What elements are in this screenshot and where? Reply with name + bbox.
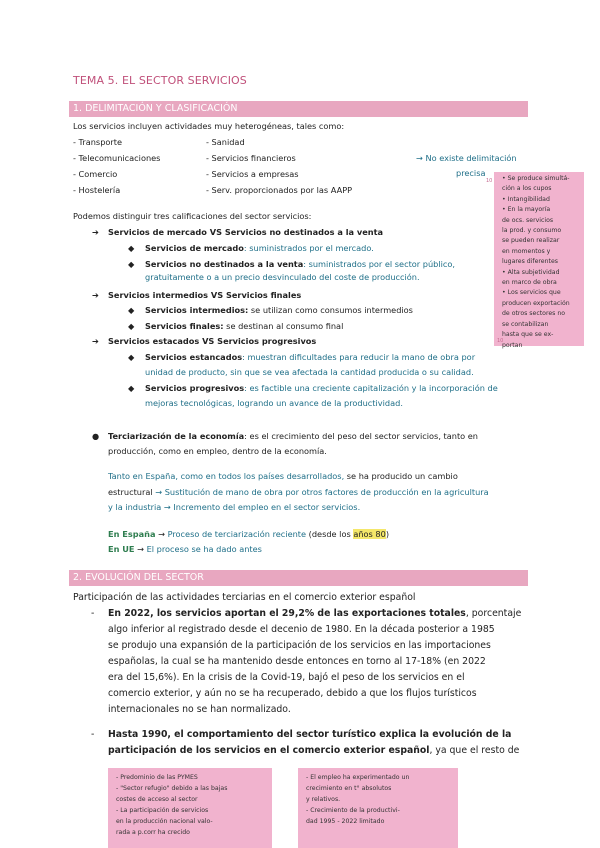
spain-line [108, 528, 389, 540]
paragraph-line: y la industria → Incremento del empleo en el sector servicios. [108, 502, 361, 512]
note-line: de otros sectores no [502, 310, 566, 318]
note-line: hasta que se ex- [502, 331, 554, 339]
definition-continued: unidad de producto, sin que se vea afectada la cantidad producida o su calidad. [145, 367, 474, 377]
highlight-text: El proceso se ha dado antes [146, 544, 262, 554]
note-line: • Intangibilidad [502, 195, 550, 203]
plain-text: , porcentaje [465, 608, 522, 619]
bullet-2-sub-2 [145, 320, 343, 332]
arrow-bullet-icon: ➔ [92, 290, 99, 300]
paragraph-line [108, 486, 489, 498]
note-line: • En la mayoría [502, 206, 551, 214]
sticky-note-bottom-right [298, 768, 458, 848]
plain-text: (desde los [306, 529, 354, 539]
note-line: • Los servicios que [502, 289, 561, 297]
note-line: en la producción nacional valo- [116, 818, 213, 825]
arrow-bullet-icon: ➔ [92, 336, 99, 346]
diamond-bullet-icon: ◆ [128, 352, 135, 362]
note-mark: 10 [486, 178, 493, 184]
paragraph-line: Hasta 1990, el comportamiento del sector turístico explica la evolución de la [108, 729, 512, 740]
list-item: - Serv. proporcionados por las AAPP [206, 185, 353, 195]
note-line: crecimiento en t° absolutos [306, 785, 392, 792]
note-line: en marco de obra [502, 279, 557, 287]
note-line: - Crecimiento de la productivi- [306, 807, 400, 814]
term: En UE [108, 544, 135, 554]
bold-text: participación de los servicios en el comercio exterior español [108, 745, 430, 756]
definition: se utilizan como consumos intermedios [248, 305, 413, 315]
note-line: producen exportación [502, 299, 570, 307]
definition: : muestran dificultades para reducir la mano de obra por [242, 352, 476, 362]
list-item: - Transporte [73, 137, 123, 147]
list-item: - Sanidad [206, 137, 245, 147]
paragraph-line: comercio exterior, y aún no se ha recuperado, debido a que los flujos turísticos [108, 688, 477, 699]
highlight-text: Proceso de terciarización reciente [167, 529, 307, 539]
term: Servicios intermedios: [145, 305, 249, 315]
bullet-1-sub-2 [145, 258, 455, 270]
bullet-3-sub-2 [145, 382, 498, 394]
note-line: se pueden realizar [502, 237, 560, 245]
section-2-heading-bar [69, 570, 528, 586]
note-line: lugares diferentes [502, 258, 558, 266]
note-line: - El empleo ha experimentado un [306, 774, 410, 781]
definition-continued: mejoras tecnológicas, logrando un avance de la productividad. [145, 398, 403, 408]
plain-text: se ha producido un cambio [344, 471, 458, 481]
term: Servicios progresivos [145, 383, 245, 393]
sticky-note-bottom-left [108, 768, 272, 848]
page-title: TEMA 5. EL SECTOR SERVICIOS [73, 74, 247, 87]
bullet-2-title: Servicios intermedios VS Servicios finales [108, 290, 302, 300]
intro-text: Los servicios incluyen actividades muy heterogéneas, tales como: [73, 121, 345, 131]
note-line: rada a p.corr ha crecido [116, 829, 190, 836]
bullet-2-sub-1 [145, 304, 413, 316]
bold-text: En 2022, los servicios aportan el 29,2% de las exportaciones totales [108, 608, 466, 619]
diamond-bullet-icon: ◆ [128, 243, 135, 253]
note-line: costes de acceso al sector [116, 796, 198, 803]
section-2-heading: 2. EVOLUCIÓN DEL SECTOR [73, 572, 204, 583]
ue-line [108, 543, 262, 555]
note-line: de ocs. servicios [502, 216, 554, 224]
highlighted-years: años 80 [353, 529, 386, 539]
highlight-text: Tanto en España, como en todos los países desarrollados, [108, 471, 345, 481]
note-line: y relativos. [306, 796, 341, 803]
term: Servicios de mercado [145, 243, 244, 253]
term: En España [108, 529, 156, 539]
paragraph-line [108, 606, 521, 622]
paragraph-line: españolas, la cual se ha mantenido desde entonces en torno al 17-18% (en 2022 [108, 656, 486, 667]
diamond-bullet-icon: ◆ [128, 259, 135, 269]
definition: : suministrados por el mercado. [243, 243, 374, 253]
note-line: - La participación de servicios [116, 807, 209, 814]
term: Terciarización de la economía [108, 431, 245, 441]
definition-continued: gratuitamente o a un precio desvinculado del coste de producción. [145, 272, 420, 282]
definition: : es factible una creciente capitalización y la incorporación de [244, 383, 498, 393]
section-1-heading-bar [69, 101, 528, 117]
note-mark: 10 [497, 338, 504, 344]
note-line: • Alta subjetividad [502, 268, 560, 276]
paragraph-line: internacionales no se han normalizado. [108, 704, 291, 715]
paragraph-line [108, 743, 519, 759]
section-1-heading: 1. DELIMITACIÓN Y CLASIFICACIÓN [73, 103, 238, 114]
terciarization-def [108, 430, 478, 442]
term: Servicios no destinados a la venta [145, 259, 304, 269]
diamond-bullet-icon: ◆ [128, 321, 135, 331]
note-line: portan [502, 341, 523, 349]
list-item: - Servicios a empresas [206, 169, 299, 179]
terciarization-def-continued: producción, como en empleo, dentro de la economía. [108, 446, 327, 456]
note-line: dad 1995 - 2022 limitado [306, 818, 385, 825]
diamond-bullet-icon: ◆ [128, 383, 135, 393]
no-delimitation-note-2: precisa [456, 168, 486, 178]
plain-text: ) [385, 529, 390, 539]
bullet-3-title: Servicios estacados VS Servicios progresivos [108, 336, 317, 346]
paragraph-line: era del 15,6%). En la crisis de la Covid-19, bajó el peso de los servicios en el [108, 672, 465, 683]
arrow: → [155, 529, 168, 539]
term: Servicios estancados [145, 352, 243, 362]
arrow: → [134, 544, 147, 554]
bullet-1-title: Servicios de mercado VS Servicios no destinados a la venta [108, 227, 384, 237]
sticky-note-side [494, 172, 584, 349]
section-2-intro: Participación de las actividades terciarias en el comercio exterior español [73, 592, 416, 603]
highlight-text: → Sustitución de mano de obra por otros factores de producción en la agricultura [155, 487, 489, 497]
bullet-1-sub-1 [145, 242, 374, 254]
plain-text: estructural [108, 487, 156, 497]
diamond-bullet-icon: ◆ [128, 305, 135, 315]
definition: se destinan al consumo final [223, 321, 344, 331]
note-line: la prod. y consumo [502, 227, 562, 235]
list-item: - Hostelería [73, 185, 121, 195]
definition: : suministrados por el sector público, [303, 259, 456, 269]
dash-bullet: - [91, 608, 95, 619]
definition: : es el crecimiento del peso del sector servicios, tanto en [244, 431, 478, 441]
dash-bullet: - [91, 729, 95, 740]
plain-text: , ya que el resto de [429, 745, 520, 756]
list-item: - Telecomunicaciones [73, 153, 161, 163]
distinguish-text: Podemos distinguir tres calificaciones del sector servicios: [73, 211, 312, 221]
no-delimitation-note: → No existe delimitación [416, 153, 517, 163]
list-item: - Comercio [73, 169, 118, 179]
note-line: - "Sector refugio" debido a las bajas [116, 785, 228, 792]
note-line: en momentos y [502, 247, 551, 255]
list-item: - Servicios financieros [206, 153, 296, 163]
bullet-3-sub-1 [145, 351, 475, 363]
note-line: se contabilizan [502, 320, 549, 328]
note-line: - Predominio de las PYMES [116, 774, 198, 781]
dot-bullet-icon: ● [92, 431, 100, 441]
note-line: ción a los cupos [502, 185, 552, 193]
note-line: • Se produce simultá- [502, 175, 570, 182]
paragraph-line [108, 470, 458, 482]
term: Servicios finales: [145, 321, 224, 331]
arrow-bullet-icon: ➔ [92, 227, 99, 237]
paragraph-line: algo inferior al registrado desde el decenio de 1980. En la década posterior a 1985 [108, 624, 495, 635]
paragraph-line: se produjo una expansión de la participación de los servicios en las importaciones [108, 640, 491, 651]
